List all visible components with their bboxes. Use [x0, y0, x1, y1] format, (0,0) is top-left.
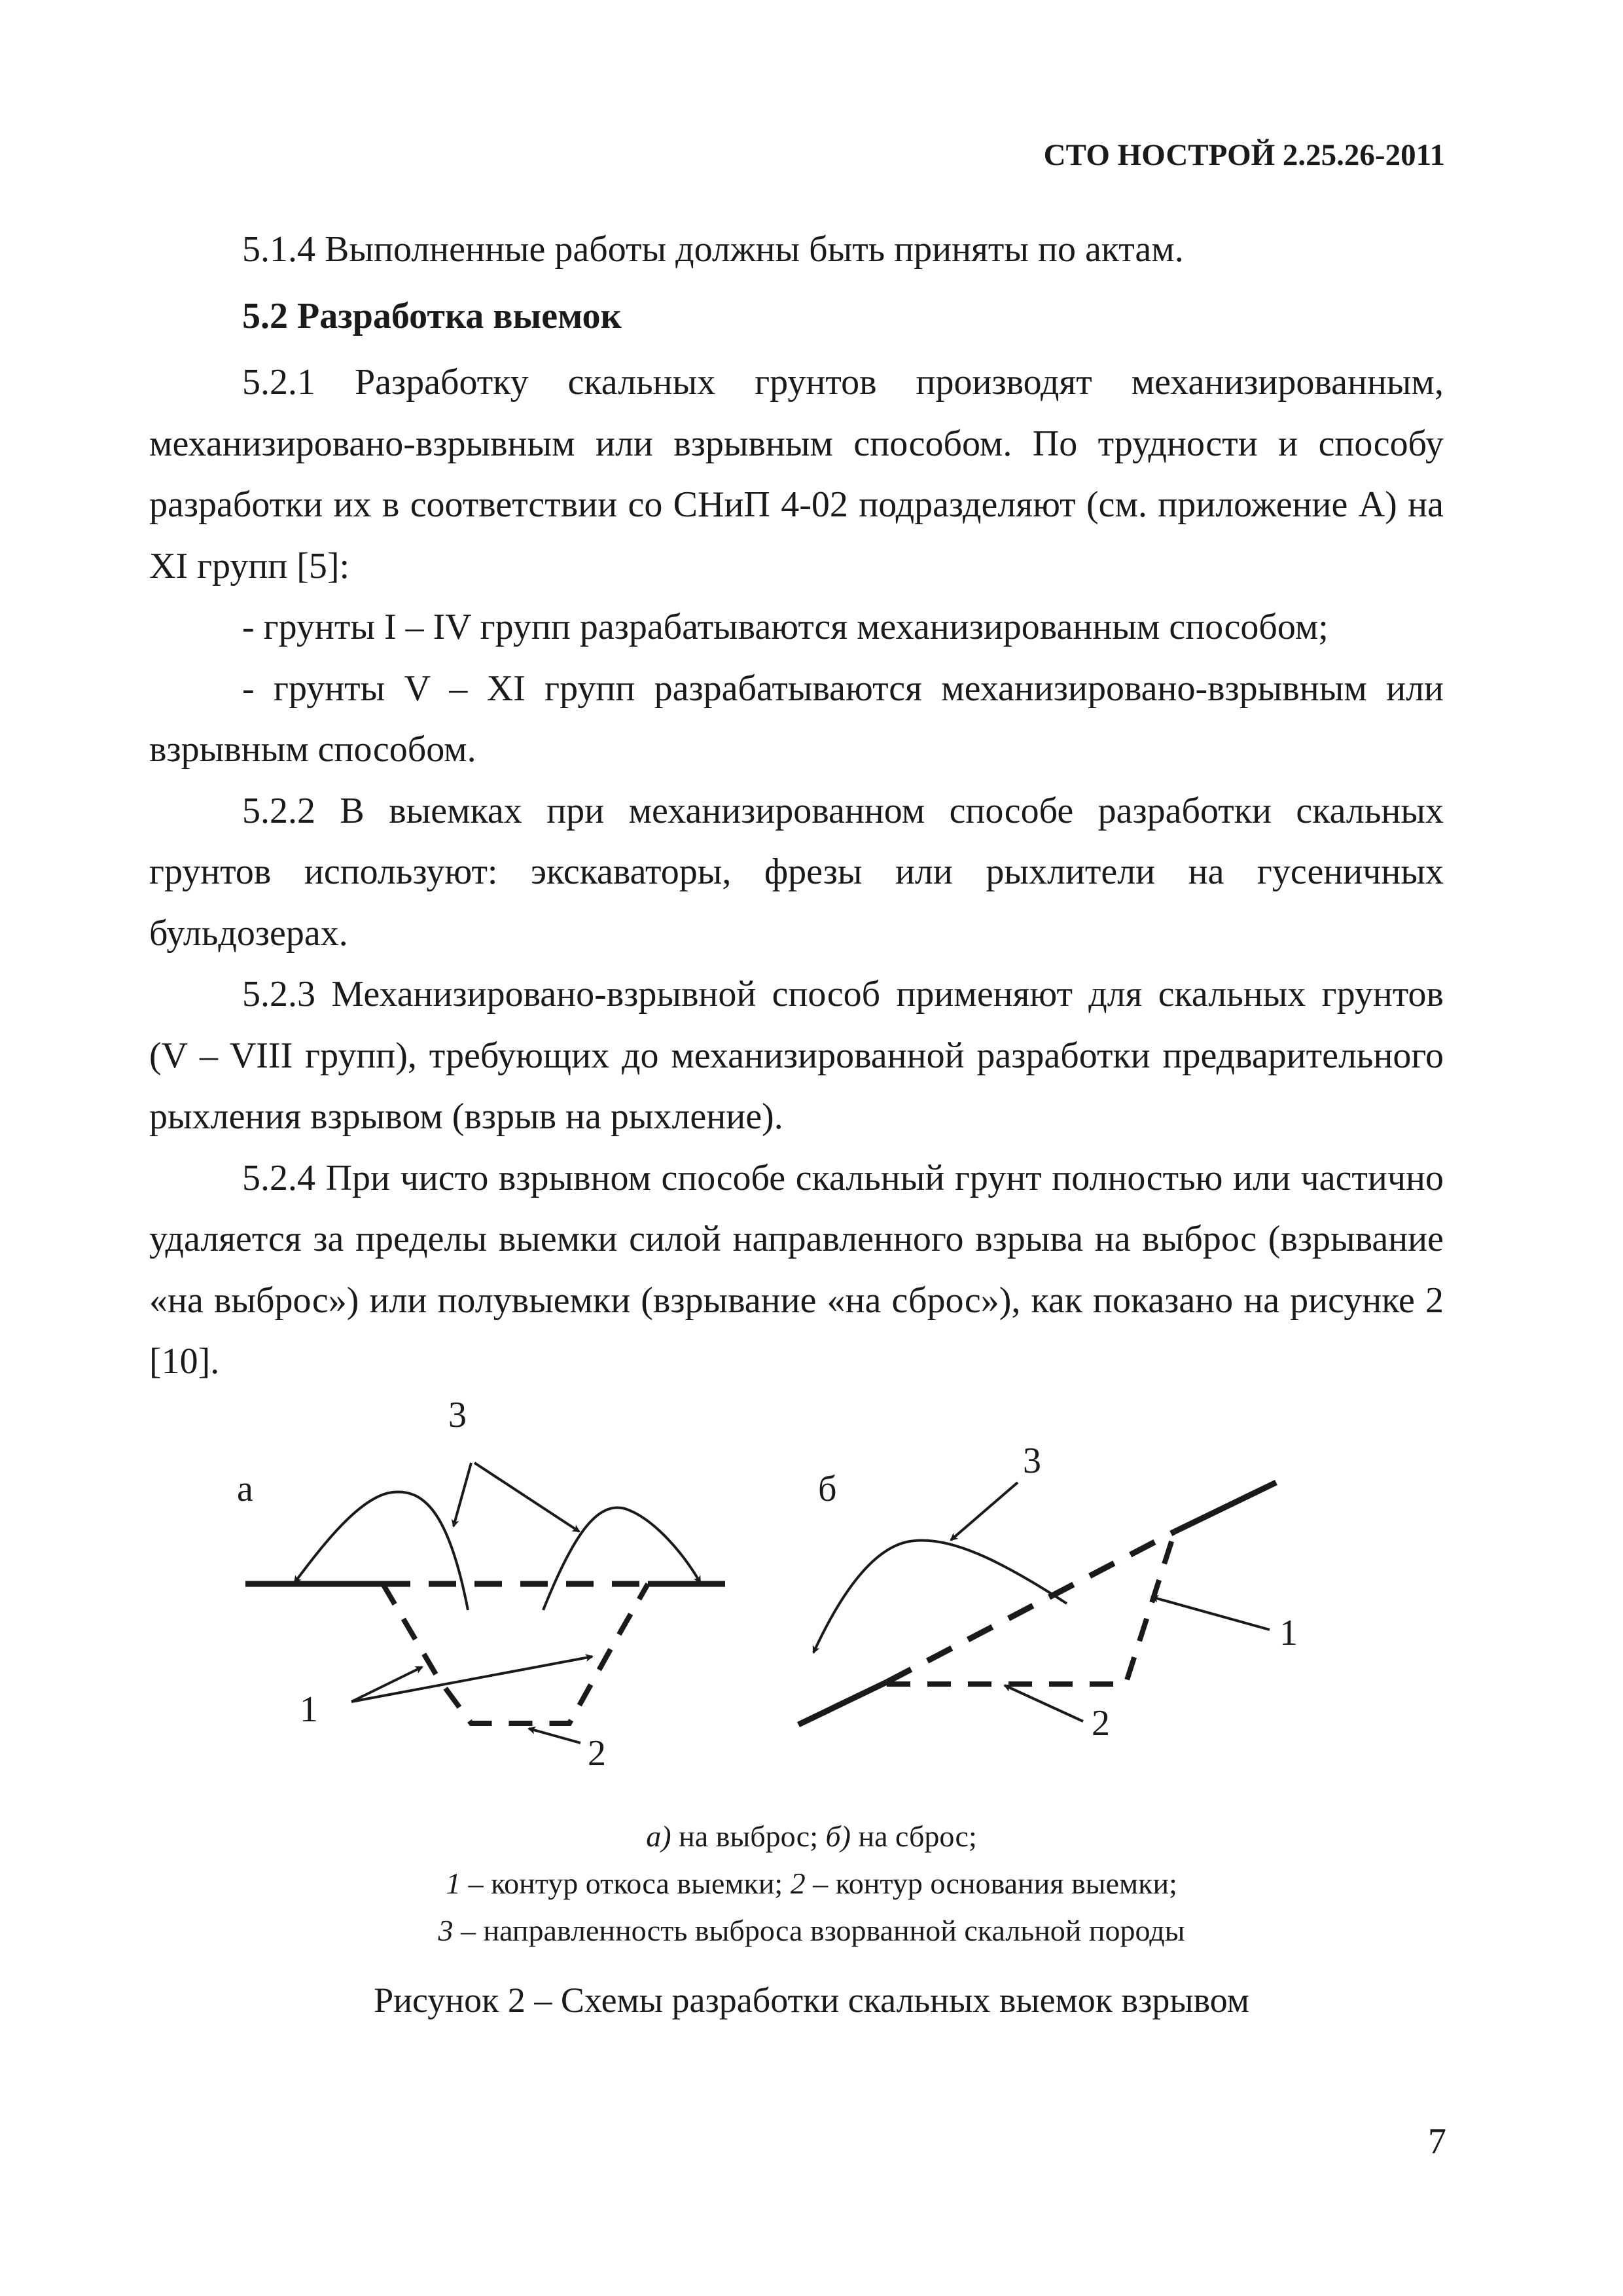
paragraph-5-2-1: 5.2.1 Разработку скальных грунтов производят механизированным, механизировано-взрывным или взрывным способом. По трудности и способу разработки их в соответствии со СНиП 4-02 подразделяют (см. приложение А) на XI групп [5]: — [149, 362, 1444, 586]
legend-key-2: 2 — [790, 1867, 806, 1900]
label-2-arrow-b — [1005, 1685, 1083, 1721]
legend-line-2 — [0, 1860, 1623, 1907]
panel-letter-a: а — [237, 1469, 253, 1509]
figure-2-diagram — [196, 1365, 1342, 1790]
legend-line-1 — [0, 1813, 1623, 1860]
figure-legend — [0, 1813, 1623, 1954]
slope-ground-lower — [798, 1682, 887, 1725]
label-3-arrow-b — [951, 1482, 1018, 1540]
legend-line-3 — [0, 1907, 1623, 1954]
label-1-arrow-right — [351, 1657, 592, 1702]
document-code-header: СТО НОСТРОЙ 2.25.26-2011 — [1043, 138, 1445, 172]
section-heading-5-2: 5.2 Разработка выемок — [242, 295, 622, 336]
paragraph-5-1-4: 5.1.4 Выполненные работы должны быть приняты по актам. — [242, 229, 1184, 270]
paragraph-5-2-2: 5.2.2 В выемках при механизированном способе разработки скальных грунтов используют: экскаваторы, фрезы или рыхлители на гусеничных бульдозерах. — [149, 790, 1444, 954]
legend-key-a: а) — [646, 1820, 671, 1853]
excavation-contour-dashed — [383, 1584, 648, 1723]
figure-caption-title: Рисунок 2 – Схемы разработки скальных выемок взрывом — [374, 1981, 1249, 2020]
panel-letter-b: б — [818, 1469, 837, 1509]
diagram-b-label-3: 3 — [1023, 1441, 1041, 1481]
diagram-a-throw-out — [237, 1395, 725, 1774]
throw-arrow-left — [294, 1492, 468, 1610]
bullet-groups-5-11: - грунты V – XI групп разрабатываются механизировано-взрывным или взрывным способом. — [149, 668, 1444, 770]
legend-text-1: – контур откоса выемки; — [461, 1867, 791, 1900]
label-1-arrow-b — [1152, 1597, 1270, 1630]
diagram-b-label-2: 2 — [1092, 1703, 1110, 1744]
page-number: 7 — [1428, 2121, 1446, 2162]
label-2-arrow — [529, 1729, 580, 1743]
bullet-groups-1-4: - грунты I – IV групп разрабатываются механизированным способом; — [242, 607, 1329, 647]
diagram-a-label-2: 2 — [588, 1733, 606, 1774]
legend-text-b: на сброс; — [850, 1820, 977, 1853]
legend-key-b: б) — [825, 1820, 851, 1853]
legend-text-a: на выброс; — [671, 1820, 826, 1853]
diagram-b-label-1: 1 — [1279, 1613, 1298, 1653]
legend-key-1: 1 — [446, 1867, 461, 1900]
legend-key-3: 3 — [438, 1914, 454, 1947]
label-1-arrow-left — [351, 1667, 422, 1702]
label-3-arrow-right — [474, 1463, 579, 1532]
diagram-b-cast-down — [798, 1441, 1298, 1744]
slope-ground-upper — [1175, 1482, 1276, 1532]
legend-text-2: – контур основания выемки; — [805, 1867, 1177, 1900]
label-3-arrow-left — [454, 1463, 471, 1526]
legend-text-3: – направленность выброса взорванной скальной породы — [453, 1914, 1185, 1947]
diagram-a-label-1: 1 — [300, 1689, 318, 1730]
paragraph-5-2-4: 5.2.4 При чисто взрывном способе скальный грунт полностью или частично удаляется за пределы выемки силой направленного взрыва на выброс (взрывание «на выброс») или полувыемки (взрывание «на сброс»), как показано на рисунке 2 [10]. — [149, 1157, 1444, 1382]
throw-arrow-b — [813, 1540, 1067, 1653]
body-text — [149, 219, 1444, 1393]
paragraph-5-2-3: 5.2.3 Механизировано-взрывной способ применяют для скальных грунтов (V – VIII групп), требующих до механизированной разработки предварительного рыхления взрывом (взрыв на рыхление). — [149, 974, 1444, 1137]
diagram-a-label-3: 3 — [448, 1395, 467, 1435]
